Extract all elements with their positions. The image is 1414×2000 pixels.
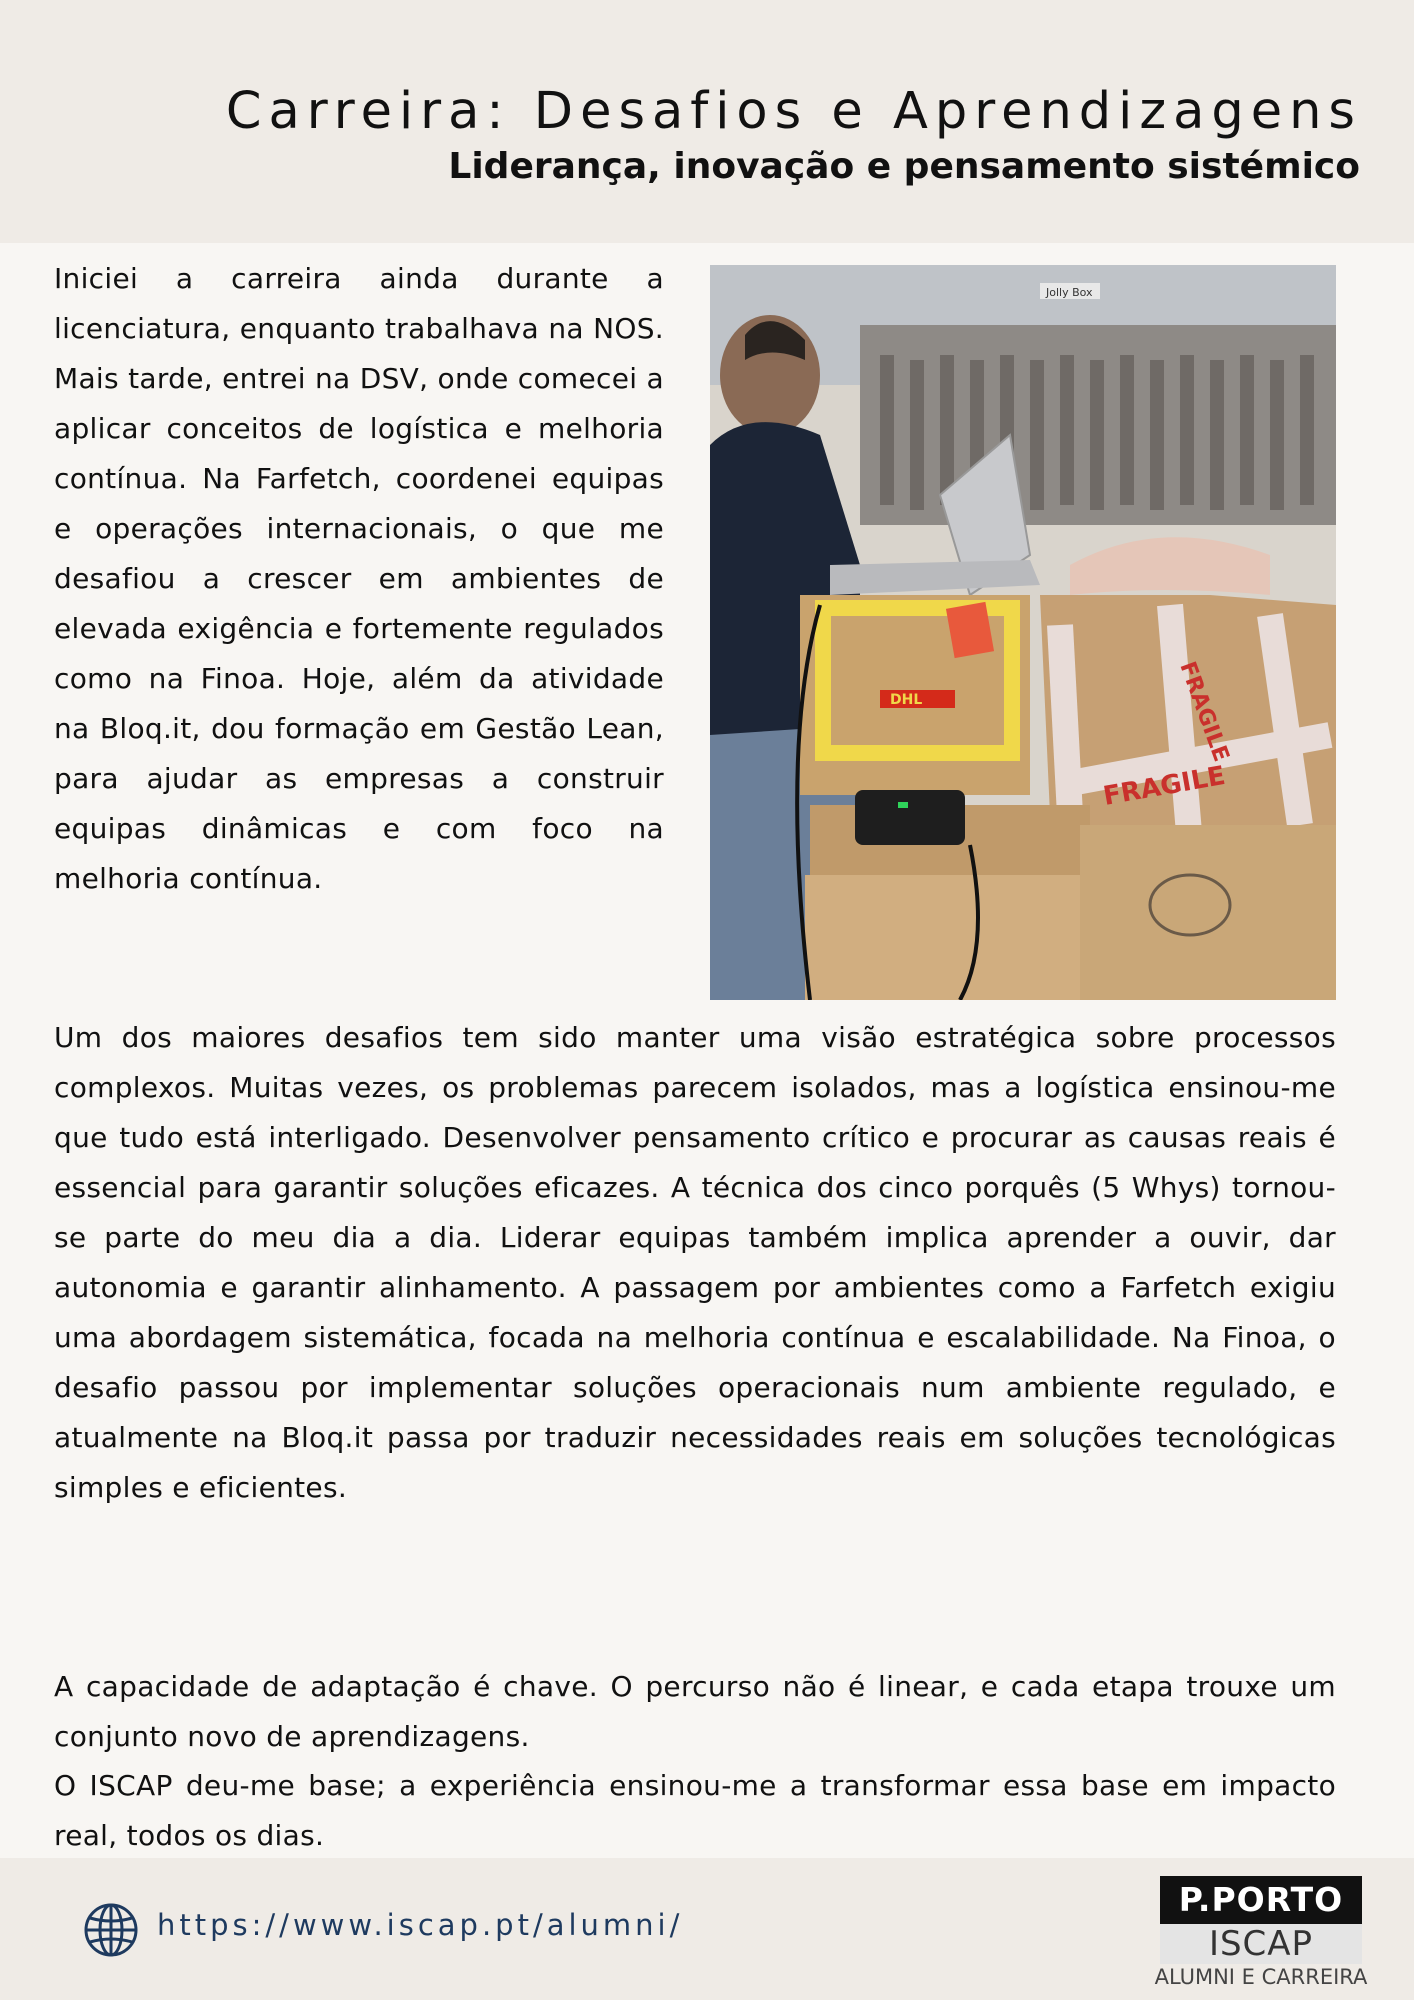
iscap-logo: ISCAP <box>1160 1924 1362 1964</box>
page-title: Carreira: Desafios e Aprendizagens <box>225 82 1362 141</box>
fragile-label: FRAGILE <box>1101 760 1228 812</box>
jolly-box-sign: Jolly Box <box>1046 286 1093 299</box>
alumni-link[interactable]: https://www.iscap.pt/alumni/ <box>157 1908 684 1942</box>
page-subtitle: Liderança, inovação e pensamento sistémico <box>448 146 1360 187</box>
body-paragraph: Um dos maiores desafios tem sido manter uma visão estratégica sobre processos complexos. Muitas vezes, os problemas parecem isolados, mas a logística ensinou-me que tudo está interligado. Desenvolver pensamento crítico e procurar as causas reais é essencial para garantir soluções eficazes. A técnica dos cinco porquês (5 Whys) tornou-se parte do meu dia a dia. Liderar equipas também implica aprender a ouvir, dar autonomia e garantir alinhamento. A passagem por ambientes como a Farfetch exigiu uma abordagem sistemática, focada na melhoria contínua e escalabilidade. Na Finoa, o desafio passou por implementar soluções operacionais num ambiente regulado, e atualmente na Bloq.it passa por traduzir necessidades reais em soluções tecnológicas simples e eficientes. <box>54 1021 1336 1504</box>
header-band <box>0 0 1414 243</box>
intro-paragraph: Iniciei a carreira ainda durante a licenciatura, enquanto trabalhava na NOS. Mais tarde, entrei na DSV, onde comecei a aplicar conceitos de logística e melhoria contínua. Na Farfetch, coordenei equipas e operações internacionais, o que me desafiou a crescer em ambientes de elevada exigência e fortemente regulados como na Finoa. Hoje, além da atividade na Bloq.it, dou formação em Gestão Lean, para ajudar as empresas a construir equipas dinâmicas e com foco na melhoria contínua. <box>54 262 664 895</box>
dhl-label: DHL <box>890 692 923 708</box>
photo-man-with-laptop <box>710 265 1336 1000</box>
body-paragraph: A capacidade de adaptação é chave. O percurso não é linear, e cada etapa trouxe um conjunto novo de aprendizagens. <box>54 1670 1336 1753</box>
pporto-logo: P.PORTO <box>1160 1876 1362 1924</box>
fragile-label-2: FRAGILE <box>1174 658 1234 766</box>
body-paragraph: O ISCAP deu-me base; a experiência ensinou-me a transformar essa base em impacto real, todos os dias. <box>54 1769 1336 1852</box>
photo-illustration <box>710 265 1336 1000</box>
alumni-carreira-label: ALUMNI E CARREIRA <box>1154 1965 1368 1989</box>
globe-icon <box>83 1902 139 1958</box>
